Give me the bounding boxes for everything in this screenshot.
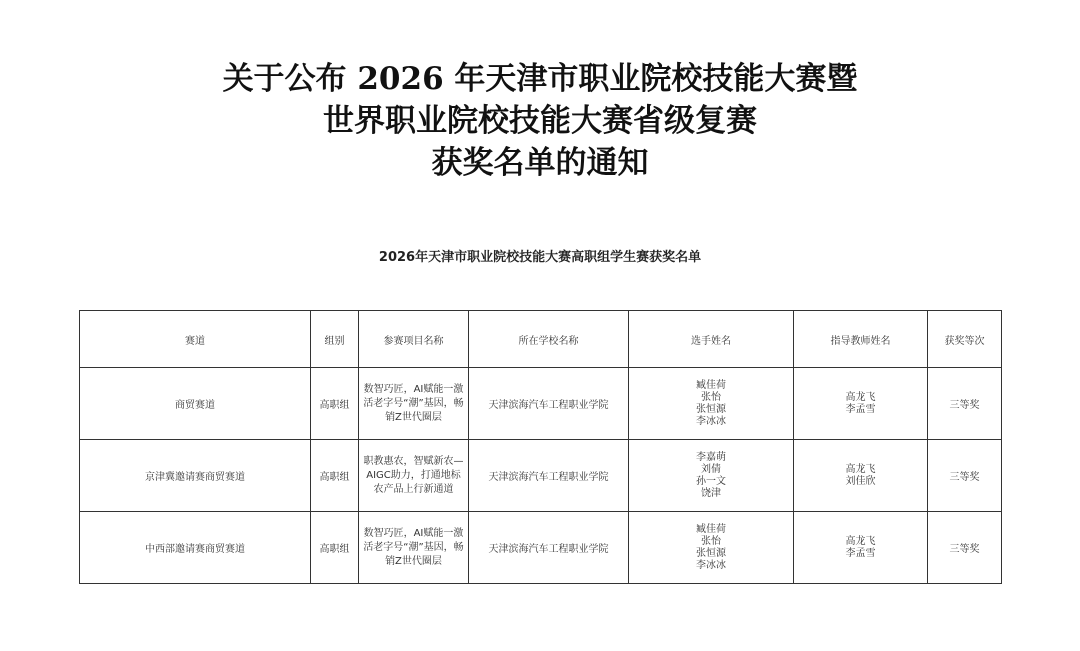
student-name: 张恒源 bbox=[696, 403, 726, 415]
title-line-3: 获奖名单的通知 bbox=[431, 145, 649, 181]
teacher-name: 李孟雪 bbox=[845, 547, 876, 559]
table-row bbox=[80, 368, 1002, 440]
table-title: 2026年天津市职业院校技能大赛高职组学生赛获奖名单 bbox=[378, 250, 702, 265]
cell-teachers bbox=[794, 512, 928, 584]
cell-teachers bbox=[794, 368, 928, 440]
header-track: 赛道 bbox=[80, 311, 311, 368]
cell-project: 数智巧匠，AI赋能一激活老字号“潮”基因，畅销Z世代圈层 bbox=[359, 368, 469, 440]
document-title bbox=[0, 58, 1080, 184]
header-teachers: 指导教师姓名 bbox=[794, 311, 928, 368]
title-line-2: 世界职业院校技能大赛省级复赛 bbox=[323, 103, 757, 139]
header-award: 获奖等次 bbox=[928, 311, 1002, 368]
header-students: 选手姓名 bbox=[629, 311, 794, 368]
student-name: 孙一文 bbox=[696, 475, 726, 487]
student-name: 饶津 bbox=[701, 487, 721, 499]
table-header-row bbox=[80, 311, 1002, 368]
cell-track: 商贸赛道 bbox=[80, 368, 311, 440]
student-name: 李嘉萌 bbox=[696, 451, 726, 463]
cell-students bbox=[629, 440, 794, 512]
cell-group: 高职组 bbox=[311, 368, 359, 440]
student-name: 臧佳荷 bbox=[696, 523, 726, 535]
teacher-name: 刘佳欣 bbox=[845, 475, 876, 487]
cell-group: 高职组 bbox=[311, 512, 359, 584]
student-name: 张恒源 bbox=[696, 547, 726, 559]
table-row bbox=[80, 440, 1002, 512]
cell-students bbox=[629, 512, 794, 584]
cell-track: 中西部邀请赛商贸赛道 bbox=[80, 512, 311, 584]
student-name: 张怡 bbox=[701, 391, 721, 403]
teacher-name: 高龙飞 bbox=[845, 391, 876, 403]
cell-award: 三等奖 bbox=[928, 440, 1002, 512]
cell-award: 三等奖 bbox=[928, 368, 1002, 440]
cell-award: 三等奖 bbox=[928, 512, 1002, 584]
student-name: 李冰冰 bbox=[696, 415, 726, 427]
cell-school: 天津滨海汽车工程职业学院 bbox=[469, 440, 629, 512]
student-name: 李冰冰 bbox=[696, 559, 726, 571]
cell-teachers bbox=[794, 440, 928, 512]
teacher-name: 高龙飞 bbox=[845, 535, 876, 547]
cell-school: 天津滨海汽车工程职业学院 bbox=[469, 512, 629, 584]
header-group: 组别 bbox=[311, 311, 359, 368]
awards-table bbox=[79, 310, 1002, 584]
cell-group: 高职组 bbox=[311, 440, 359, 512]
header-project: 参赛项目名称 bbox=[359, 311, 469, 368]
student-name: 刘倩 bbox=[701, 463, 721, 475]
header-school: 所在学校名称 bbox=[469, 311, 629, 368]
cell-school: 天津滨海汽车工程职业学院 bbox=[469, 368, 629, 440]
cell-students bbox=[629, 368, 794, 440]
table-row bbox=[80, 512, 1002, 584]
cell-track: 京津冀邀请赛商贸赛道 bbox=[80, 440, 311, 512]
cell-project: 数智巧匠，AI赋能一激活老字号“潮”基因，畅销Z世代圈层 bbox=[359, 512, 469, 584]
teacher-name: 高龙飞 bbox=[845, 463, 876, 475]
cell-project: 职教惠农，智赋新农—AIGC助力，打通地标农产品上行新通道 bbox=[359, 440, 469, 512]
teacher-name: 李孟雪 bbox=[845, 403, 876, 415]
title-line-1: 关于公布 2026 年天津市职业院校技能大赛暨 bbox=[222, 61, 858, 97]
student-name: 张怡 bbox=[701, 535, 721, 547]
student-name: 臧佳荷 bbox=[696, 379, 726, 391]
